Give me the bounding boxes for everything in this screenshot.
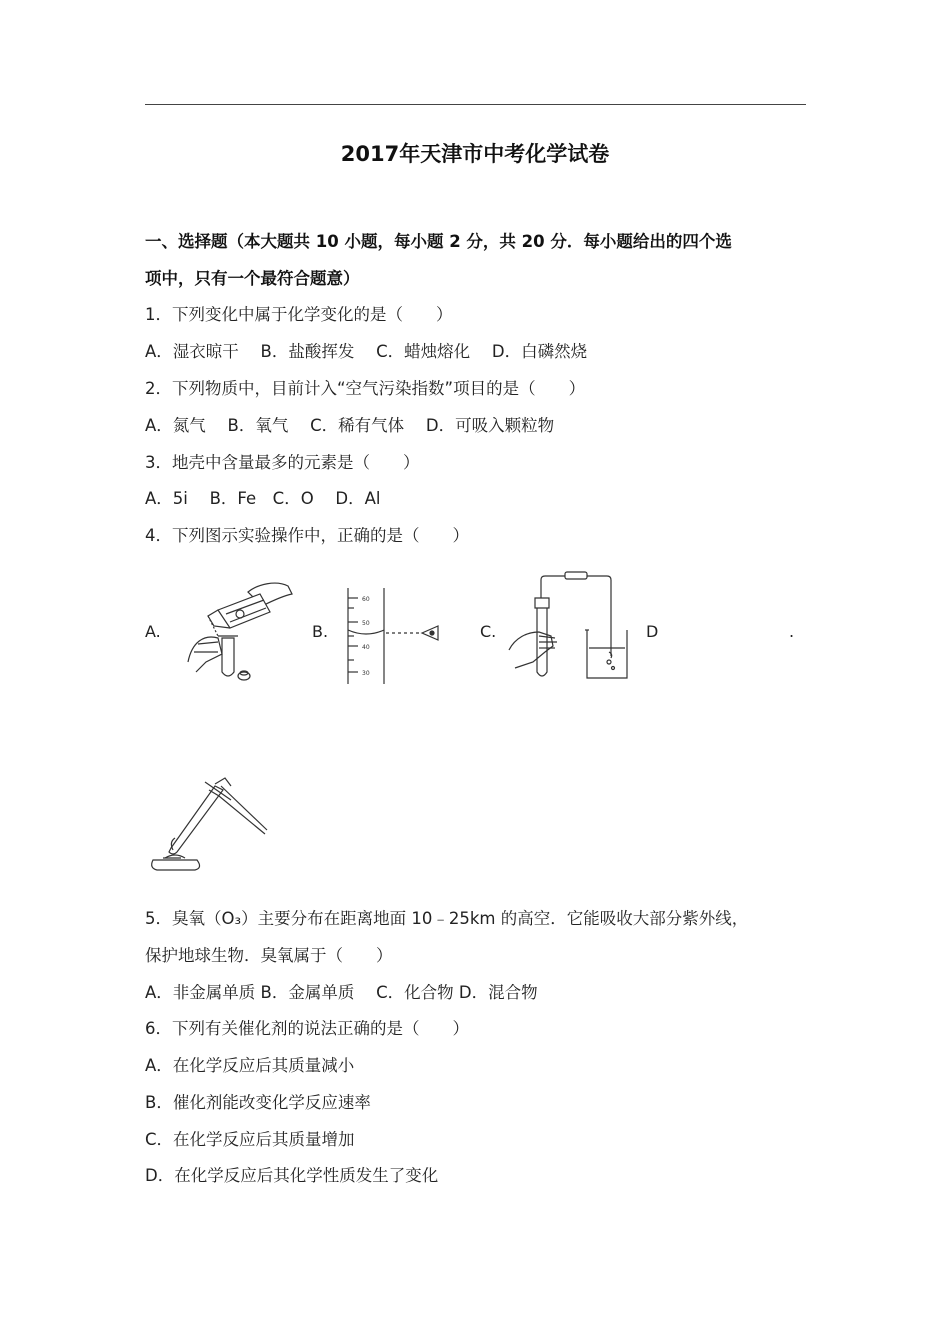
q6-stem: 6．下列有关催化剂的说法正确的是（ ）: [145, 1019, 469, 1038]
cylinder-mark-60: 60: [362, 596, 370, 603]
q4-stem: 4．下列图示实验操作中，正确的是（ ）: [145, 526, 469, 545]
section-heading-line2: 项中，只有一个最符合题意）: [145, 269, 360, 288]
q4-label-b: B.: [312, 622, 329, 641]
q4-label-d: D: [646, 622, 659, 641]
q1-options: A．湿衣晾干 B．盐酸挥发 C．蜡烛熔化 D．白磷然烧: [145, 342, 588, 361]
q6-option-a: A．在化学反应后其质量减小: [145, 1056, 355, 1075]
q5-stem-line1: 5．臭氧（O₃）主要分布在距离地面 10﹣25km 的高空．它能吸收大部分紫外线，: [145, 909, 749, 928]
q5-options: A．非金属单质 B．金属单质 C．化合物 D．混合物: [145, 983, 538, 1002]
section-heading-line1: 一、选择题（本大题共 10 小题，每小题 2 分，共 20 分．每小题给出的四个选: [145, 232, 732, 251]
q3-stem: 3．地壳中含量最多的元素是（ ）: [145, 453, 420, 472]
cylinder-mark-40: 40: [362, 644, 370, 651]
figure-a-pouring-liquid: [178, 572, 296, 684]
q6-option-b: B．催化剂能改变化学反应速率: [145, 1093, 371, 1112]
q1-stem: 1．下列变化中属于化学变化的是（ ）: [145, 305, 453, 324]
figure-b-measuring-cylinder: [340, 588, 455, 688]
q4-label-a: A.: [145, 622, 161, 641]
cylinder-mark-30: 30: [362, 670, 370, 677]
figure-c-airtightness-check: [505, 572, 633, 684]
q2-options: A．氮气 B．氧气 C．稀有气体 D．可吸入颗粒物: [145, 416, 555, 435]
q6-option-c: C．在化学反应后其质量增加: [145, 1130, 355, 1149]
q4-trailing-dot: .: [789, 622, 795, 641]
cylinder-mark-50: 50: [362, 620, 370, 627]
header-rule: [145, 104, 806, 105]
q5-stem-line2: 保护地球生物．臭氧属于（ ）: [145, 946, 393, 965]
page-title: 2017年天津市中考化学试卷: [340, 142, 610, 166]
q3-options: A．5i B．Fe C．O D．Al: [145, 489, 381, 508]
q2-stem: 2．下列物质中，目前计入“空气污染指数”项目的是（ ）: [145, 379, 586, 398]
q6-option-d: D．在化学反应后其化学性质发生了变化: [145, 1166, 439, 1185]
figure-d-heating-test-tube: [145, 772, 273, 872]
q4-label-c: C.: [480, 622, 497, 641]
